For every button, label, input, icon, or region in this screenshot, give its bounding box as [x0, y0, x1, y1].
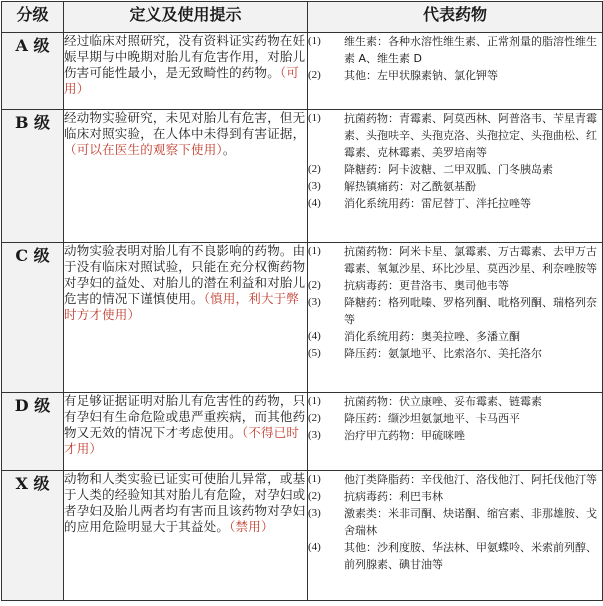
definition-cell [64, 243, 308, 393]
item-text: 抗菌药物：伏立康唑、妥布霉素、链霉素 [344, 395, 542, 408]
definition-text: 动物和人类实验已证实可使胎儿异常，或基于人类的经验知其对胎儿有危险，对孕妇或者孕妇及胎儿两者均有害而且该药物对孕妇的应用危险明显大于其益处。 [64, 471, 306, 534]
item-number: (1) [308, 473, 321, 485]
table-header-row [2, 2, 603, 33]
item-text: 抗菌药物：青霉素、阿莫西林、阿普洛韦、苄星青霉素、头孢呋辛、头孢克洛、头孢拉定、头孢曲松、红霉素、克林霉素、美罗培南等 [344, 112, 597, 159]
definition-cell [64, 471, 308, 601]
list-item [308, 345, 602, 362]
item-text: 降糖药：格列吡嗪、罗格列酮、吡格列酮、瑞格列奈等 [344, 296, 597, 326]
item-number: (3) [308, 180, 321, 192]
table-row-x [2, 471, 603, 601]
item-text: 解热镇痛药：对乙酰氨基酚 [344, 180, 476, 193]
definition-text: 动物实验表明对胎儿有不良影响的药物。由于没有临床对照试验，只能在充分权衡药物对孕妇的益处、对胎儿的潜在利益和对胎儿危害的情况下谨慎使用。 [64, 243, 306, 306]
list-item [308, 67, 602, 84]
definition-text: 经过临床对照研究，没有资料证实药物在妊娠早期与中晚期对胎儿有危害作用，对胎儿伤害可能性最小，是无致畸性的药物。 [64, 33, 306, 80]
grade-cell: B 级 [2, 110, 64, 243]
list-item [308, 277, 602, 294]
item-number: (4) [308, 197, 321, 209]
list-item [308, 393, 602, 410]
usage-hint: （慎用，利大于弊时方才使用） [64, 291, 300, 322]
item-text: 维生素：各种水溶性维生素、正常剂量的脂溶性维生素 A、维生素 D [344, 35, 597, 65]
header-drugs: 代表药物 [308, 2, 603, 33]
item-number: (1) [308, 112, 321, 124]
drugs-cell [308, 110, 603, 243]
item-number: (2) [308, 163, 321, 175]
definition-cell [64, 33, 308, 110]
item-number: (4) [308, 541, 321, 553]
item-number: (2) [308, 412, 321, 424]
drugs-cell [308, 243, 603, 393]
item-number: (3) [308, 429, 321, 441]
drugs-cell [308, 393, 603, 471]
grade-cell: A 级 [2, 33, 64, 110]
definition-tail: 。 [222, 142, 236, 157]
item-number: (1) [308, 35, 321, 47]
item-text: 治疗甲亢药物：甲硫咪唑 [344, 429, 465, 442]
list-item [308, 328, 602, 345]
usage-hint: （可以在医生的观察下使用） [64, 142, 223, 157]
table-row-b [2, 110, 603, 243]
item-text: 降糖药：阿卡波糖、二甲双胍、门冬胰岛素 [344, 163, 553, 176]
header-definition: 定义及使用提示 [64, 2, 308, 33]
usage-hint: （不得已时才用） [64, 425, 300, 456]
pregnancy-drug-category-table [1, 1, 603, 601]
item-number: (3) [308, 296, 321, 308]
item-number: (4) [308, 330, 321, 342]
list-item [308, 110, 602, 161]
definition-cell [64, 110, 308, 243]
table-row-c [2, 243, 603, 393]
drug-list [308, 471, 602, 573]
item-number: (2) [308, 69, 321, 81]
item-text: 抗菌药物：阿米卡星、氯霉素、万古霉素、去甲万古霉素、氧氟沙星、环比沙星、莫西沙星、利奈唑胺等 [344, 245, 597, 275]
table-row-a [2, 33, 603, 110]
item-text: 消化系统用药：奥美拉唑、多潘立酮 [344, 330, 520, 343]
item-text: 其他：沙利度胺、华法林、甲氨蝶呤、米索前列醇、前列腺素、碘甘油等 [344, 541, 597, 571]
grade-cell: C 级 [2, 243, 64, 393]
drug-list [308, 393, 602, 444]
list-item [308, 178, 602, 195]
drug-list [308, 33, 602, 84]
list-item [308, 195, 602, 212]
usage-hint: （禁用） [229, 519, 274, 534]
item-number: (3) [308, 507, 321, 519]
item-text: 他汀类降脂药：辛伐他汀、洛伐他汀、阿托伐他汀等 [344, 473, 597, 486]
item-text: 抗病毒药：更昔洛韦、奥司他韦等 [344, 279, 509, 292]
list-item [308, 410, 602, 427]
item-text: 降压药：缬沙坦氨氯地平、卡马西平 [344, 412, 520, 425]
list-item [308, 488, 602, 505]
item-number: (1) [308, 245, 321, 257]
item-text: 其他：左甲状腺素钠、氯化钾等 [344, 69, 498, 82]
item-number: (1) [308, 395, 321, 407]
item-number: (2) [308, 279, 321, 291]
list-item [308, 427, 602, 444]
list-item [308, 539, 602, 573]
item-text: 抗病毒药：利巴韦林 [344, 490, 443, 503]
drugs-cell [308, 33, 603, 110]
header-grade: 分级 [2, 2, 64, 33]
grade-cell: D 级 [2, 393, 64, 471]
grade-cell: X 级 [2, 471, 64, 601]
usage-hint: （可用） [64, 65, 300, 96]
list-item [308, 33, 602, 67]
item-number: (2) [308, 490, 321, 502]
list-item [308, 294, 602, 328]
item-text: 消化系统用药：雷尼替丁、泮托拉唑等 [344, 197, 531, 210]
drug-list [308, 243, 602, 362]
list-item [308, 471, 602, 488]
list-item [308, 161, 602, 178]
list-item [308, 243, 602, 277]
item-text: 降压药：氨氯地平、比索洛尔、美托洛尔 [344, 347, 542, 360]
list-item [308, 505, 602, 539]
definition-text: 有足够证据证明对胎儿有危害性的药物，只有孕妇有生命危险或患严重疾病，而其他药物又无效的情况下才考虑使用。 [64, 393, 306, 440]
drugs-cell [308, 471, 603, 601]
item-text: 激素类：米非司酮、炔诺酮、缩宫素、非那雄胺、戈舍瑞林 [344, 507, 597, 537]
drug-list [308, 110, 602, 212]
definition-text: 经动物实验研究，未见对胎儿有危害，但无临床对照实验，在人体中未得到有害证据， [64, 110, 306, 141]
item-number: (5) [308, 347, 321, 359]
table-row-d [2, 393, 603, 471]
definition-cell [64, 393, 308, 471]
